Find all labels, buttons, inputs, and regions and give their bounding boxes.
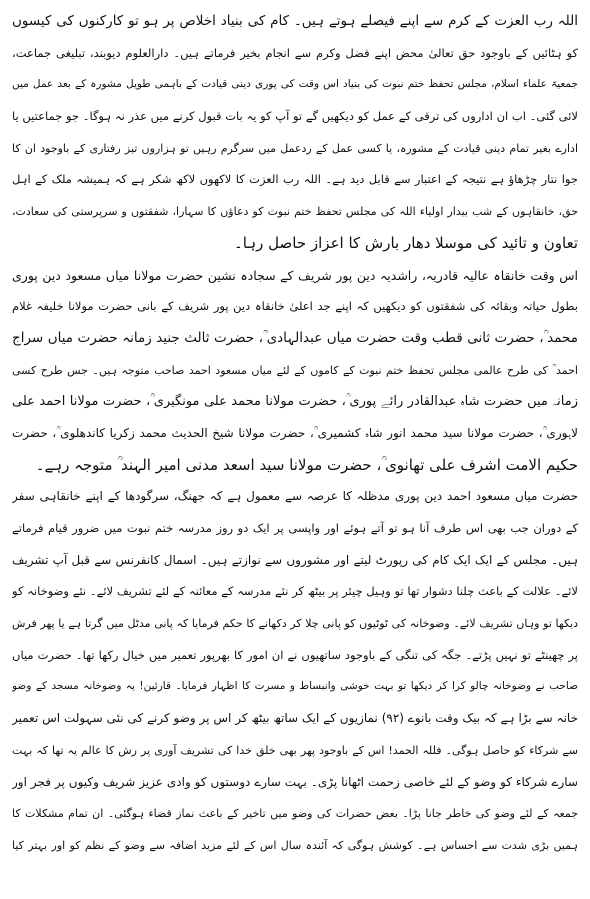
- paragraph-3: [12, 481, 578, 861]
- text-line: جمعہ کے لئے وضو کی خاطر جانا پڑا۔ بعض حضرات کی وضو میں تاخیر کے باعث نماز قضاء ہوگئی۔ ان تمام مشکلات کا: [12, 807, 578, 821]
- text-line: احمد ؒ کی طرح عالمی مجلس تحفظ ختم نبوت کے کاموں کے لئے میاں مسعود احمد صاحب متوجہ ہیں۔ جس طرح کسی: [12, 363, 578, 377]
- text-line: زمانہ میں حضرت شاہ عبدالقادر رائے پوری ؒ، حضرت مولانا محمد علی مونگیری ؒ، حضرت مولانا احمد علی: [12, 394, 578, 410]
- text-line: سے شرکاء کو حاصل ہوگی۔ فللہ الحمد! اس کے باوجود پھر بھی خلق خدا کی تشریف آوری پر رش کا عالم یہ تھا کہ بہت: [12, 743, 578, 757]
- text-line: محمد ؒ، حضرت ثانی قطب وقت حضرت میاں عبدالہادی ؒ، حضرت ثالث جنید زمانہ حضرت میاں سراج: [12, 329, 578, 346]
- text-line: تعاون و تائید کی موسلا دھار بارش کا اعزاز حاصل رہا۔: [234, 233, 578, 252]
- text-line: حق، خانقاہوں کے شب بیدار اولیاء اللہ کی مجلس تحفظ ختم نبوت کو دعاؤں کا سہارا، شفقتوں و سرپرستی کی سعادت،: [12, 205, 578, 219]
- text-line: بطول حیاتہ وبقائہ کی شفقتوں کو دیکھیں کہ اپنے جد اعلیٰ خانقاہ دین پور شریف کے بانی حضرت مولانا خلیفہ غلام: [12, 299, 578, 314]
- paragraph-2: [12, 260, 578, 482]
- text-line: لائی گئی۔ اب ان اداروں کی ترقی کے عمل کو دیکھیں گے تو آپ کو یہ بات قبول کرنے میں عذر نہ ہوگا۔ جو جماعتیں یا: [12, 109, 578, 124]
- text-line: حضرت میاں مسعود احمد دین پوری مدظلہ کا عرصہ سے معمول ہے کہ جھنگ، سرگودھا کے اپنے خانقاہی سفر: [12, 489, 578, 504]
- text-line: جوا نتار چڑھاؤ ہے نتیجہ کے اعتبار سے قابل دید ہے۔ اللہ رب العزت کا لاکھوں لاکھ شکر ہے کہ ہمیشہ ملک کے اہل: [12, 172, 578, 187]
- text-line: ہیں۔ مجلس کے ایک ایک کام کی رپورٹ لیتے اور مشوروں سے نوازتے ہیں۔ اسمال کانفرنس سے قبل آپ تشریف: [12, 552, 578, 567]
- text-line: لائے۔ علالت کے باعث چلنا دشوار تھا تو وہیل چیئر پر بیٹھ کر نئے مدرسہ کے معائنہ کے لئے تشریف لائے۔ نئے وضوخانہ کو: [12, 584, 578, 599]
- text-line: کو ہٹائیں کے باوجود حق تعالیٰ محض اپنے فضل وکرم سے انجام بخیر فرماتے ہیں۔ دارالعلوم دیوبند، تبلیغی جماعت،: [12, 45, 578, 60]
- text-line: دیکھا تو وہاں تشریف لائے۔ وضوخانہ کی ٹوٹیوں کو پانی چلا کر دکھانے کا حکم فرمایا کہ پانی مدٹل میں گرتا ہے یا پھر فرش: [12, 617, 578, 631]
- text-line: ہمیں بڑی شدت سے احساس ہے۔ کوشش ہوگی کہ آئندہ سال اس کے لئے مزید اضافہ سے وضو کے نظم کو اور بہتر کیا: [12, 838, 578, 852]
- text-line: اللہ رب العزت کے کرم سے اپنے فیصلے ہوتے ہیں۔ کام کی بنیاد اخلاص پر ہو تو کارکنوں کی کیسوں: [12, 13, 578, 29]
- text-line: حکیم الامت اشرف علی تھانوی ؒ، حضرت مولانا سید اسعد مدنی امیر الہند ؒ متوجہ رہے۔: [35, 455, 578, 474]
- text-line: خانہ سے بڑا ہے کہ بیک وقت بانوے (۹۲) نمازیوں کے ایک ساتھ بیٹھ کر اس پر وضو کرنے کی نئی سہولت اس تعمیر: [12, 711, 578, 726]
- text-line: اس وقت خانقاہ عالیہ قادریہ، راشدیہ دین پور شریف کے سجادہ نشین حضرت مولانا میاں مسعود دین پوری: [12, 267, 578, 283]
- text-line: جمعیۃ علماء اسلام، مجلس تحفظ ختم نبوت کی بنیاد اس وقت کی پوری دینی قیادت کے باہمی طویل مشورہ کے بعد عمل میں: [12, 78, 578, 91]
- text-line: ادارے بغیر تمام دینی قیادت کے مشورہ، یا کسی عمل کے ردعمل میں سرگرم رہیں تو ہزاروں تیز رفتاری کے باوجود ان کا: [12, 141, 578, 155]
- text-line: سارے شرکاء کو وضو کے لئے خاصی زحمت اٹھانا پڑی۔ بہت سارے دوستوں کو وادی عزیز شریف وکیوں پر فجر اور: [12, 774, 578, 789]
- text-line: کے دوران جب بھی اس طرف آنا ہو تو آتے ہوئے اور واپسی پر ایک دو روز مدرسہ ختم نبوت میں ضرور قیام فرماتے: [12, 521, 578, 535]
- text-line: لاہوری ؒ، حضرت مولانا سید محمد انور شاہ کشمیری ؒ، حضرت مولانا شیخ الحدیث محمد زکریا کاندھلوی ؒ، حضرت: [12, 425, 578, 440]
- text-line: پر چھینٹے تو نہیں پڑتے۔ جگہ کی تنگی کے باوجود ساتھیوں نے ان امور کا بھرپور تعمیر میں خیال رکھا تھا۔ حضرت میاں: [12, 647, 578, 662]
- text-line: صاحب نے وضوخانہ چالو کرا کر دیکھا تو بہت خوشی وانبساط و مسرت کا اظہار فرمایا۔ قارئین! یہ وضوخانہ مسجد کے وضو: [12, 680, 578, 693]
- paragraph-1: [12, 6, 578, 260]
